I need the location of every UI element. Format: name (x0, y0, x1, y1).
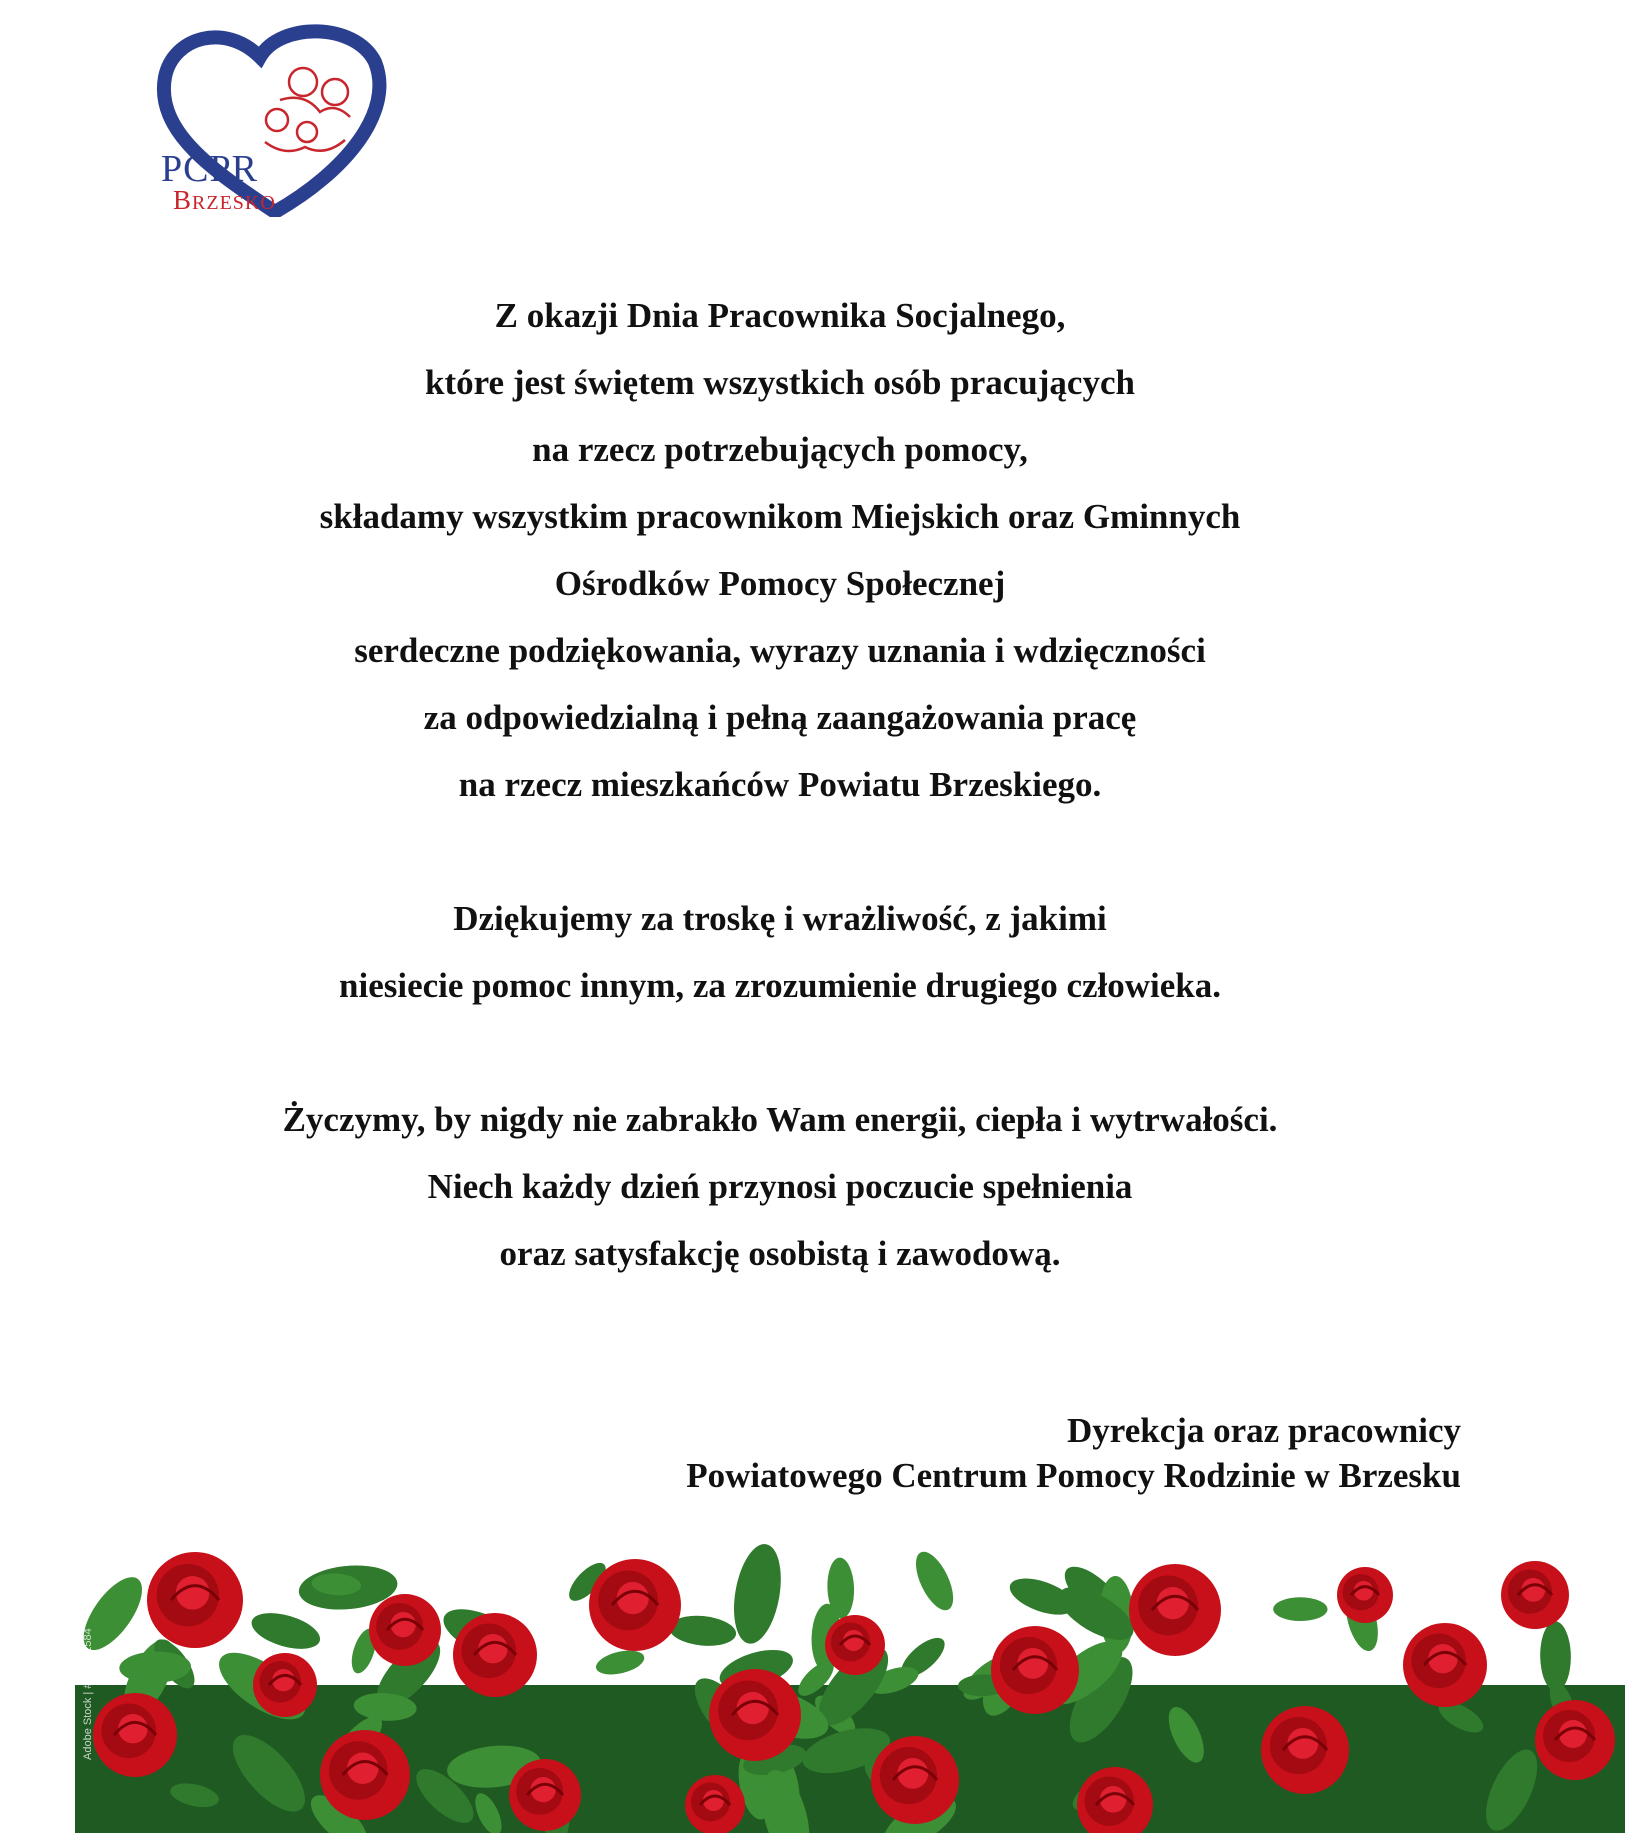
logo-acronym: PCPR (161, 148, 258, 190)
greeting-line: które jest świętem wszystkich osób pracujących (425, 363, 1135, 402)
pcpr-logo (155, 22, 395, 217)
roses-illustration (75, 1535, 1625, 1833)
greeting-line: Ośrodków Pomocy Społecznej (554, 564, 1006, 603)
rose-center (347, 1753, 379, 1785)
rose-center (897, 1758, 928, 1789)
wishes-line: oraz satysfakcję osobistą i zawodową. (499, 1234, 1061, 1273)
leaf (727, 1540, 788, 1647)
paragraph-gap (0, 826, 1560, 893)
greeting-line: na rzecz mieszkańców Powiatu Brzeskiego. (458, 765, 1102, 804)
signature-line-1: Dyrekcja oraz pracownicy (1067, 1411, 1461, 1450)
signature (686, 1408, 1461, 1498)
rose-center (1287, 1728, 1318, 1759)
logo-city (173, 187, 276, 214)
rose-center (737, 1692, 769, 1724)
greeting-text (0, 290, 1560, 1295)
thanks-line: Dziękujemy za troskę i wrażliwość, z jakimi (453, 899, 1107, 938)
leaf (908, 1546, 960, 1615)
rose-center (1017, 1648, 1048, 1679)
wishes-line: Niech każdy dzień przynosi poczucie spełnienia (427, 1167, 1133, 1206)
wishes-line: Życzymy, by nigdy nie zabrakło Wam energii, ciepła i wytrwałości. (282, 1100, 1278, 1139)
leaf (594, 1646, 647, 1678)
leaf (1273, 1597, 1327, 1621)
rose-center (118, 1714, 147, 1743)
greeting-line: Z okazji Dnia Pracownika Socjalnego, (494, 296, 1066, 335)
greeting-line: na rzecz potrzebujących pomocy, (532, 430, 1028, 469)
roses-border-image (75, 1535, 1625, 1833)
rose-center (617, 1582, 649, 1614)
greeting-line: składamy wszystkim pracownikom Miejskich oraz Gminnych (319, 497, 1241, 536)
paragraph-gap (0, 1027, 1560, 1094)
logo-city-rest: RZESKO (192, 192, 276, 214)
rose-center (176, 1576, 210, 1610)
rose-center (478, 1634, 507, 1663)
stock-watermark: Adobe Stock | #294911584 (82, 1628, 94, 1760)
greeting-line: za odpowiedzialną i pełną zaangażowania pracę (423, 698, 1137, 737)
thanks-line: niesiecie pomoc innym, za zrozumienie drugiego człowieka. (339, 966, 1221, 1005)
greeting-line: serdeczne podziękowania, wyrazy uznania i wdzięczności (354, 631, 1206, 670)
logo-city-initial: B (173, 185, 193, 215)
leaf (248, 1606, 325, 1655)
leaf (1540, 1621, 1572, 1691)
signature-line-2: Powiatowego Centrum Pomocy Rodzinie w Brzesku (686, 1456, 1461, 1495)
rose-center (1157, 1587, 1189, 1619)
rose-center (1428, 1644, 1457, 1673)
